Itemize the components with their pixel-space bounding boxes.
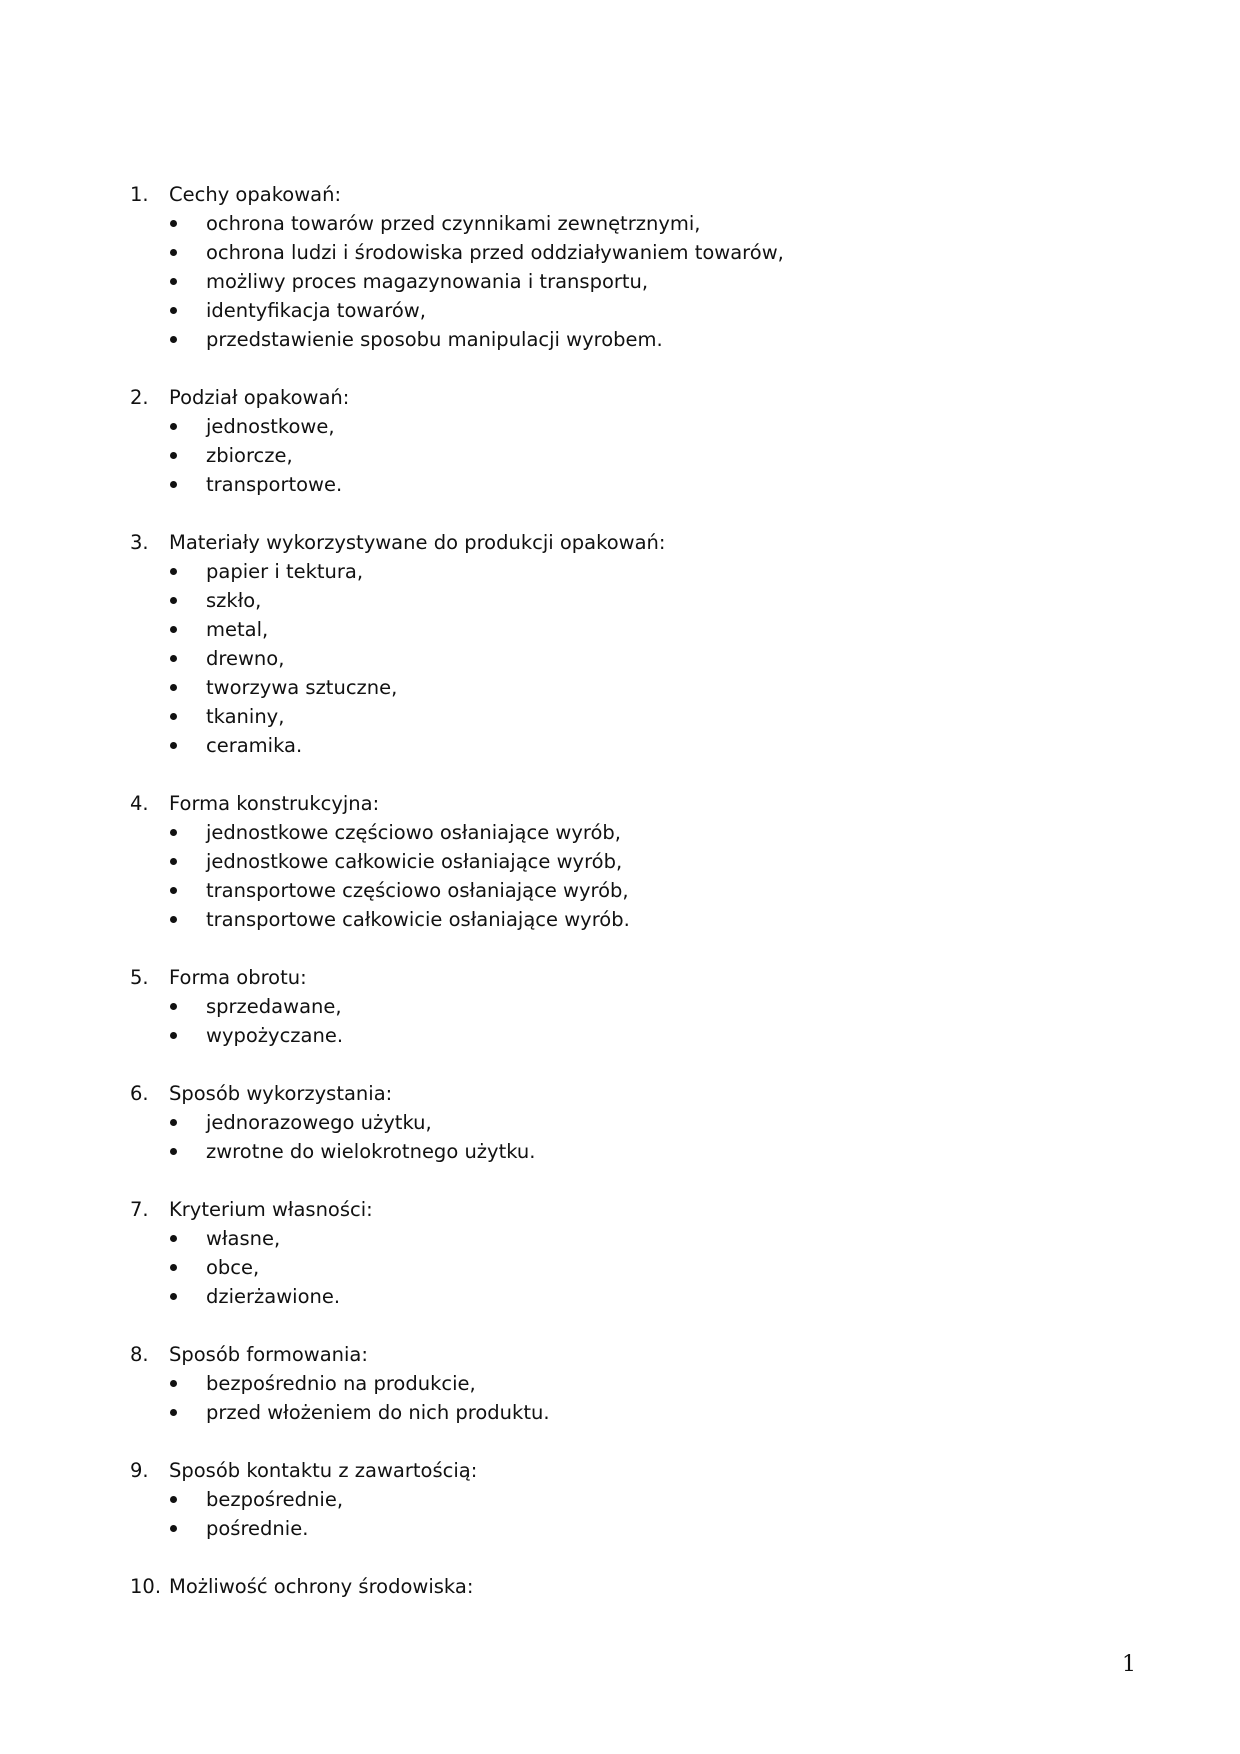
- list-item: [130, 1369, 1130, 1398]
- list-item-text: transportowe częściowo osłaniające wyrób,: [206, 879, 629, 902]
- list-item: [130, 267, 1130, 296]
- section-heading: [130, 1456, 1130, 1485]
- bullet-icon: [170, 1235, 177, 1242]
- bullet-icon: [170, 1148, 177, 1155]
- list-item: [130, 1253, 1130, 1282]
- list-item-text: transportowe.: [206, 473, 343, 496]
- bullet-icon: [170, 336, 177, 343]
- bullet-list: [130, 412, 1130, 499]
- bullet-icon: [170, 1003, 177, 1010]
- section-heading: [130, 1340, 1130, 1369]
- section-number: 2.: [130, 386, 149, 409]
- list-item-text: jednostkowe częściowo osłaniające wyrób,: [206, 821, 621, 844]
- bullet-icon: [170, 568, 177, 575]
- bullet-icon: [170, 278, 177, 285]
- bullet-icon: [170, 597, 177, 604]
- list-item: [130, 644, 1130, 673]
- section-title: Forma obrotu:: [169, 966, 307, 989]
- list-section: [130, 1456, 1130, 1543]
- section-title: Sposób kontaktu z zawartością:: [169, 1459, 478, 1482]
- list-item-text: metal,: [206, 618, 269, 641]
- list-section: [130, 1195, 1130, 1311]
- bullet-icon: [170, 307, 177, 314]
- list-section: [130, 1079, 1130, 1166]
- bullet-icon: [170, 887, 177, 894]
- list-item: [130, 818, 1130, 847]
- list-section: [130, 1340, 1130, 1427]
- section-heading: [130, 1572, 1130, 1601]
- bullet-icon: [170, 1293, 177, 1300]
- list-item: [130, 905, 1130, 934]
- list-item: [130, 1021, 1130, 1050]
- section-heading: [130, 383, 1130, 412]
- list-item: [130, 1398, 1130, 1427]
- numbered-list: [130, 180, 1130, 1630]
- bullet-list: [130, 1108, 1130, 1166]
- list-section: [130, 789, 1130, 934]
- list-item: [130, 1137, 1130, 1166]
- list-item: [130, 702, 1130, 731]
- section-heading: [130, 180, 1130, 209]
- list-item: [130, 296, 1130, 325]
- section-number: 10.: [130, 1575, 162, 1598]
- section-heading: [130, 528, 1130, 557]
- bullet-icon: [170, 916, 177, 923]
- list-item-text: identyfikacja towarów,: [206, 299, 426, 322]
- section-title: Cechy opakowań:: [169, 183, 342, 206]
- section-number: 5.: [130, 966, 149, 989]
- list-item-text: jednorazowego użytku,: [206, 1111, 432, 1134]
- section-number: 9.: [130, 1459, 149, 1482]
- bullet-icon: [170, 858, 177, 865]
- bullet-list: [130, 818, 1130, 934]
- list-item: [130, 586, 1130, 615]
- list-item-text: tworzywa sztuczne,: [206, 676, 398, 699]
- section-heading: [130, 1079, 1130, 1108]
- section-title: Sposób formowania:: [169, 1343, 368, 1366]
- list-item-text: bezpośrednie,: [206, 1488, 344, 1511]
- bullet-icon: [170, 1380, 177, 1387]
- list-item: [130, 209, 1130, 238]
- list-item-text: ochrona towarów przed czynnikami zewnętrznymi,: [206, 212, 701, 235]
- page-number: 1: [1122, 1652, 1136, 1677]
- bullet-icon: [170, 626, 177, 633]
- bullet-list: [130, 1485, 1130, 1543]
- section-number: 8.: [130, 1343, 149, 1366]
- list-item: [130, 847, 1130, 876]
- bullet-list: [130, 1369, 1130, 1427]
- bullet-icon: [170, 1496, 177, 1503]
- bullet-icon: [170, 220, 177, 227]
- list-item-text: tkaniny,: [206, 705, 285, 728]
- list-item: [130, 731, 1130, 760]
- list-item: [130, 470, 1130, 499]
- list-item-text: bezpośrednio na produkcie,: [206, 1372, 476, 1395]
- section-number: 3.: [130, 531, 149, 554]
- list-item-text: zbiorcze,: [206, 444, 293, 467]
- list-item-text: przed włożeniem do nich produktu.: [206, 1401, 550, 1424]
- list-item: [130, 1485, 1130, 1514]
- list-item-text: jednostkowe całkowicie osłaniające wyrób,: [206, 850, 623, 873]
- bullet-icon: [170, 423, 177, 430]
- list-item-text: możliwy proces magazynowania i transportu,: [206, 270, 649, 293]
- list-item-text: obce,: [206, 1256, 260, 1279]
- section-number: 6.: [130, 1082, 149, 1105]
- bullet-icon: [170, 684, 177, 691]
- section-title: Forma konstrukcyjna:: [169, 792, 380, 815]
- section-title: Możliwość ochrony środowiska:: [169, 1575, 474, 1598]
- section-number: 4.: [130, 792, 149, 815]
- list-item: [130, 876, 1130, 905]
- list-item: [130, 441, 1130, 470]
- bullet-list: [130, 992, 1130, 1050]
- list-item-text: papier i tektura,: [206, 560, 364, 583]
- list-item: [130, 1514, 1130, 1543]
- bullet-icon: [170, 1525, 177, 1532]
- section-title: Materiały wykorzystywane do produkcji opakowań:: [169, 531, 666, 554]
- list-item-text: drewno,: [206, 647, 285, 670]
- bullet-list: [130, 1224, 1130, 1311]
- list-item-text: sprzedawane,: [206, 995, 342, 1018]
- list-item: [130, 1282, 1130, 1311]
- list-section: [130, 180, 1130, 354]
- list-item-text: dzierżawione.: [206, 1285, 341, 1308]
- section-number: 1.: [130, 183, 149, 206]
- bullet-list: [130, 209, 1130, 354]
- section-heading: [130, 789, 1130, 818]
- list-item: [130, 1108, 1130, 1137]
- bullet-icon: [170, 452, 177, 459]
- bullet-icon: [170, 249, 177, 256]
- list-item-text: ochrona ludzi i środowiska przed oddziaływaniem towarów,: [206, 241, 784, 264]
- list-section: [130, 528, 1130, 760]
- section-title: Sposób wykorzystania:: [169, 1082, 393, 1105]
- list-item-text: jednostkowe,: [206, 415, 335, 438]
- list-item-text: własne,: [206, 1227, 281, 1250]
- section-heading: [130, 963, 1130, 992]
- list-item-text: wypożyczane.: [206, 1024, 344, 1047]
- bullet-list: [130, 557, 1130, 760]
- list-item: [130, 615, 1130, 644]
- list-item-text: szkło,: [206, 589, 262, 612]
- bullet-icon: [170, 829, 177, 836]
- section-title: Podział opakowań:: [169, 386, 350, 409]
- list-item-text: przedstawienie sposobu manipulacji wyrobem.: [206, 328, 663, 351]
- bullet-icon: [170, 742, 177, 749]
- list-item: [130, 992, 1130, 1021]
- list-item-text: ceramika.: [206, 734, 303, 757]
- bullet-icon: [170, 1119, 177, 1126]
- list-item-text: transportowe całkowicie osłaniające wyrób.: [206, 908, 630, 931]
- bullet-icon: [170, 655, 177, 662]
- list-item: [130, 1224, 1130, 1253]
- section-title: Kryterium własności:: [169, 1198, 373, 1221]
- list-item: [130, 238, 1130, 267]
- section-number: 7.: [130, 1198, 149, 1221]
- list-item-text: zwrotne do wielokrotnego użytku.: [206, 1140, 536, 1163]
- list-section: [130, 383, 1130, 499]
- bullet-icon: [170, 1264, 177, 1271]
- bullet-icon: [170, 481, 177, 488]
- list-section: [130, 1572, 1130, 1601]
- list-section: [130, 963, 1130, 1050]
- list-item: [130, 557, 1130, 586]
- list-item: [130, 673, 1130, 702]
- list-item-text: pośrednie.: [206, 1517, 309, 1540]
- bullet-icon: [170, 1409, 177, 1416]
- list-item: [130, 412, 1130, 441]
- list-item: [130, 325, 1130, 354]
- bullet-icon: [170, 1032, 177, 1039]
- bullet-icon: [170, 713, 177, 720]
- section-heading: [130, 1195, 1130, 1224]
